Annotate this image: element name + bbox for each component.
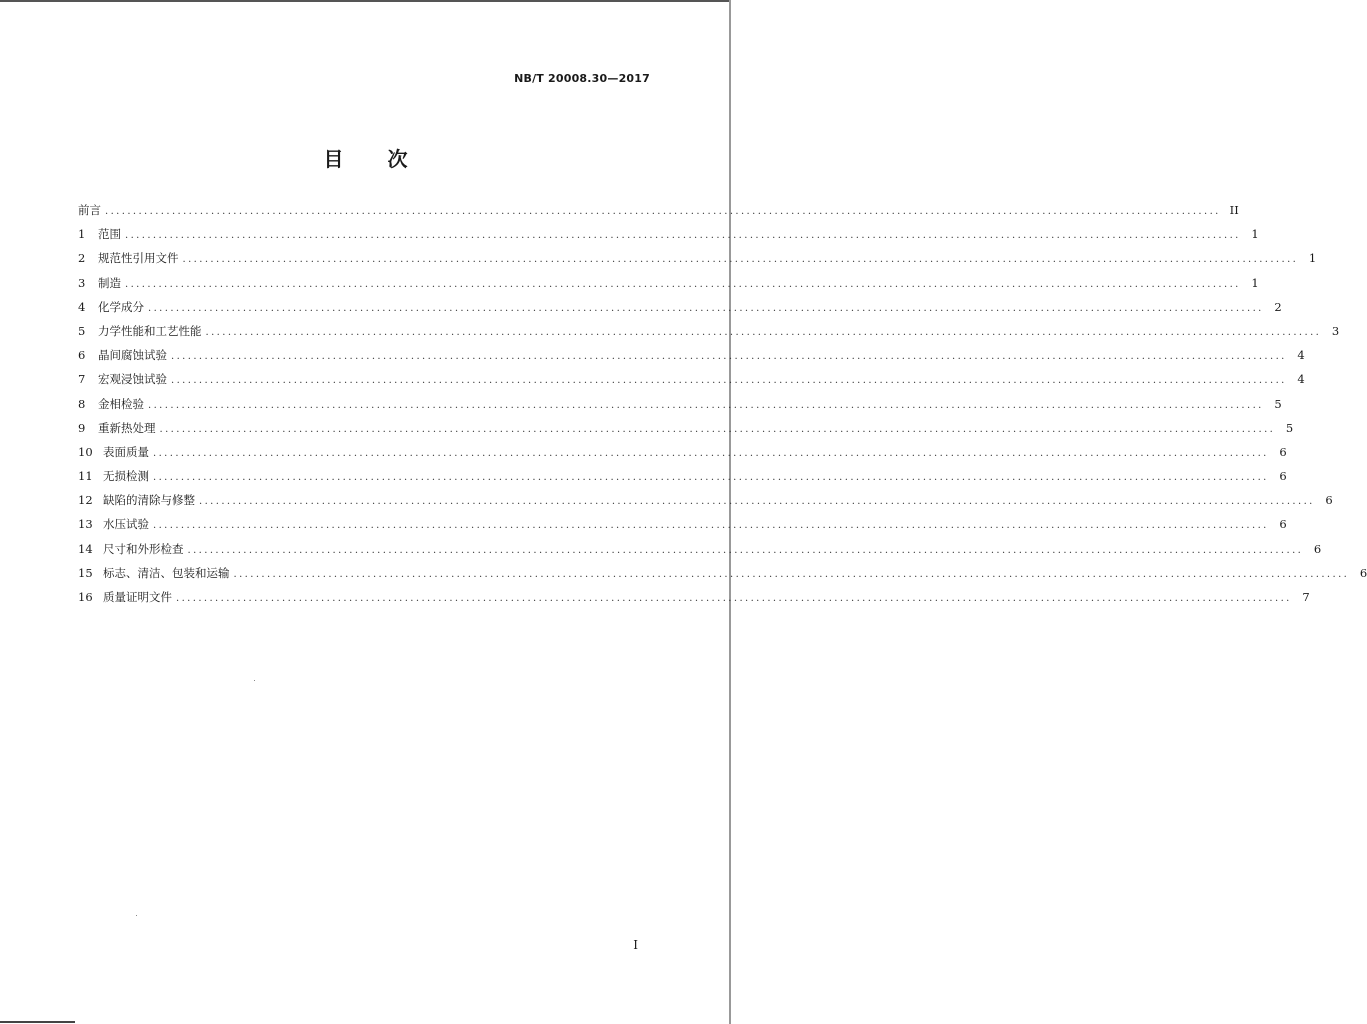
toc-entry-page: 6 <box>1359 565 1367 580</box>
toc-entry[interactable] <box>78 492 1333 516</box>
scan-edge-top <box>0 0 731 2</box>
toc-entry-page: 6 <box>1325 493 1333 508</box>
toc-entry-label: 前言 <box>78 203 101 217</box>
toc-dot-leader: ........................................................................................................................................................................................................ <box>176 593 1292 604</box>
toc-dot-leader: ........................................................................................................................................................................................................ <box>125 278 1241 290</box>
toc-entry-number: 3 <box>78 275 86 290</box>
toc-dot-leader: ........................................................................................................................................................................................................ <box>153 520 1269 532</box>
toc-entry[interactable] <box>78 299 1282 323</box>
toc-entry-number: 5 <box>78 323 86 338</box>
toc-dot-leader: ........................................................................................................................................................................................................ <box>182 254 1299 266</box>
toc-dot-leader: ........................................................................................................................................................................................................ <box>171 351 1287 363</box>
scan-edge-bottom <box>0 1021 75 1023</box>
toc-dot-leader: ........................................................................................................................................................................................................ <box>159 423 1276 435</box>
toc-entry-label: 晶间腐蚀试验 <box>98 348 167 363</box>
toc-entry-label: 水压试验 <box>103 517 149 532</box>
toc-entry[interactable] <box>78 516 1287 540</box>
toc-entry-number: 15 <box>78 565 93 580</box>
toc-entry-page: 1 <box>1251 275 1259 290</box>
toc-dot-leader: ........................................................................................................................................................................................................ <box>153 447 1269 459</box>
toc-dot-leader: ........................................................................................................................................................................................................ <box>148 302 1264 314</box>
toc-entry-page: 2 <box>1274 299 1282 314</box>
toc-entry-number: 12 <box>78 493 93 508</box>
toc-dot-leader: ........................................................................................................................................................................................................ <box>187 544 1304 556</box>
toc-entry-page: 5 <box>1285 420 1294 435</box>
toc-list <box>78 202 1367 613</box>
toc-entry-page: 1 <box>1251 227 1259 242</box>
toc-entry-label: 力学性能和工艺性能 <box>98 323 202 338</box>
scan-speck <box>254 680 255 681</box>
toc-entry-page: 6 <box>1279 517 1287 532</box>
toc-entry-label: 表面质量 <box>103 444 149 459</box>
toc-entry-number: 16 <box>78 590 93 604</box>
toc-title-char: 次 <box>387 147 408 171</box>
toc-dot-leader: ........................................................................................................................................................................................................ <box>148 399 1264 411</box>
toc-entry-page: 6 <box>1279 469 1287 484</box>
toc-entry-number: 6 <box>78 348 86 363</box>
toc-entry-number: 10 <box>78 444 93 459</box>
toc-entry[interactable] <box>78 371 1305 395</box>
toc-entry-label: 标志、清洁、包装和运输 <box>103 565 230 580</box>
toc-entry-number: 14 <box>78 541 93 556</box>
toc-entry-number: 2 <box>78 251 86 266</box>
toc-dot-leader: ........................................................................................................................................................................................................ <box>171 375 1287 387</box>
toc-entry-number: 7 <box>78 372 86 387</box>
toc-entry[interactable] <box>78 202 1239 226</box>
toc-entry[interactable] <box>78 226 1259 250</box>
toc-entry-page: 1 <box>1308 251 1317 266</box>
toc-entry[interactable] <box>78 250 1317 274</box>
toc-entry-label: 尺寸和外形检查 <box>103 541 184 556</box>
toc-title <box>0 143 731 172</box>
toc-entry-page: 3 <box>1331 323 1340 338</box>
toc-dot-leader: ........................................................................................................................................................................................................ <box>125 230 1241 242</box>
toc-entry-label: 缺陷的清除与修整 <box>103 493 195 508</box>
toc-dot-leader: ........................................................................................................................................................................................................ <box>233 568 1350 580</box>
toc-entry-page: II <box>1229 203 1239 217</box>
toc-entry-page: 5 <box>1274 396 1282 411</box>
toc-entry-number: 9 <box>78 420 86 435</box>
toc-entry[interactable] <box>78 420 1294 444</box>
toc-entry[interactable] <box>78 565 1367 589</box>
toc-entry[interactable] <box>78 396 1282 420</box>
toc-entry-page: 6 <box>1313 541 1322 556</box>
toc-entry[interactable] <box>78 275 1259 299</box>
toc-entry-label: 金相检验 <box>98 396 144 411</box>
toc-entry-page: 6 <box>1279 444 1287 459</box>
toc-entry-page: 4 <box>1297 372 1305 387</box>
toc-entry[interactable] <box>78 541 1322 565</box>
toc-dot-leader: ........................................................................................................................................................................................................ <box>153 472 1269 484</box>
toc-dot-leader: ........................................................................................................................................................................................................ <box>199 496 1315 508</box>
toc-entry-label: 重新热处理 <box>98 420 156 435</box>
toc-entry-label: 宏观浸蚀试验 <box>98 372 167 387</box>
toc-entry-label: 质量证明文件 <box>103 590 172 604</box>
toc-entry-number: 13 <box>78 517 93 532</box>
toc-entry-label: 范围 <box>98 227 121 242</box>
toc-entry[interactable] <box>78 589 1310 613</box>
toc-entry-number: 11 <box>78 469 93 484</box>
toc-entry-page: 7 <box>1302 590 1310 604</box>
toc-entry-number: 1 <box>78 227 86 242</box>
toc-entry[interactable] <box>78 347 1305 371</box>
toc-dot-leader: ........................................................................................................................................................................................................ <box>105 206 1221 217</box>
toc-entry-page: 4 <box>1297 348 1305 363</box>
toc-entry[interactable] <box>78 468 1287 492</box>
toc-title-char: 目 <box>323 147 344 171</box>
toc-dot-leader: ........................................................................................................................................................................................................ <box>205 326 1322 338</box>
standard-number: NB/T 20008.30—2017 <box>514 72 650 85</box>
toc-entry-label: 规范性引用文件 <box>98 251 179 266</box>
page-number: I <box>633 938 638 952</box>
scan-speck <box>136 915 137 916</box>
toc-entry[interactable] <box>78 444 1287 468</box>
toc-entry[interactable] <box>78 323 1340 347</box>
toc-entry-number: 4 <box>78 299 86 314</box>
toc-entry-number: 8 <box>78 396 86 411</box>
toc-entry-label: 制造 <box>98 275 121 290</box>
toc-entry-label: 无损检测 <box>103 469 149 484</box>
toc-entry-label: 化学成分 <box>98 299 144 314</box>
